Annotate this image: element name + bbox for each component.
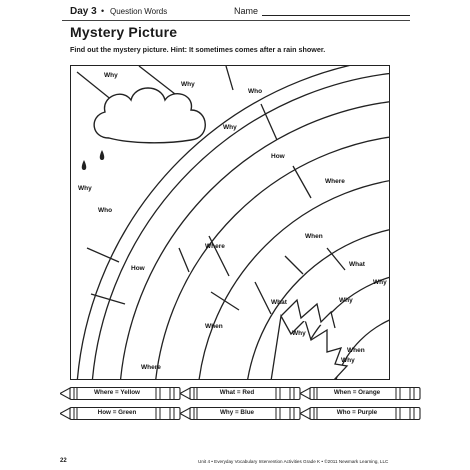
- crayon-yellow: [60, 386, 182, 401]
- region-label: Why: [341, 357, 355, 364]
- header-topic: Question Words: [110, 7, 168, 16]
- crayon-purple: [300, 406, 422, 421]
- region-label: Why: [339, 297, 353, 304]
- crayon-green: [60, 406, 182, 421]
- region-label: Who: [248, 88, 263, 95]
- mystery-picture[interactable]: [70, 65, 390, 380]
- instruction-text: Find out the mystery picture. Hint: It sometimes comes after a rain shower.: [70, 45, 326, 54]
- region-label: Where: [141, 364, 161, 371]
- name-label: Name: [234, 6, 259, 16]
- footer-credit: Unit 4 • Everyday Vocabulary Intervention Activities Grade K • ©2011 Newmark Learning, LLC: [198, 459, 389, 464]
- crayon-blue: [180, 406, 302, 421]
- sun-icon: [271, 300, 347, 380]
- region-label: Why: [373, 279, 387, 286]
- header-separator: •: [101, 6, 105, 16]
- region-label: Why: [78, 185, 92, 192]
- region-label: What: [349, 261, 365, 268]
- cloud-icon: [94, 88, 205, 143]
- header-day: Day 3: [70, 6, 97, 17]
- mystery-picture-drawing: [71, 66, 390, 380]
- page-title: Mystery Picture: [70, 24, 178, 40]
- region-label: Where: [325, 178, 345, 185]
- region-label: Who: [98, 207, 113, 214]
- region-label: How: [131, 265, 145, 272]
- crayon-label: What = Red: [219, 389, 255, 396]
- crayon-label: Why = Blue: [219, 409, 255, 416]
- crayon-orange: [300, 386, 422, 401]
- region-label: Why: [181, 81, 195, 88]
- crayon-label: Who = Purple: [336, 409, 378, 416]
- name-line[interactable]: [262, 15, 410, 16]
- region-label: When: [205, 323, 223, 330]
- region-label: What: [271, 299, 287, 306]
- crayon-label: How = Green: [97, 409, 137, 416]
- raindrop-icon: [82, 160, 87, 170]
- crayon-label: When = Orange: [333, 389, 381, 396]
- region-label: When: [347, 347, 365, 354]
- region-label: Where: [205, 243, 225, 250]
- header-divider: [62, 20, 410, 21]
- crayon-red: [180, 386, 302, 401]
- region-label: Why: [104, 72, 118, 79]
- raindrop-icon: [100, 150, 105, 160]
- region-label: How: [271, 153, 285, 160]
- page-number: 22: [60, 458, 67, 464]
- crayon-label: Where = Yellow: [94, 389, 140, 396]
- region-label: Why: [223, 124, 237, 131]
- region-label: When: [305, 233, 323, 240]
- region-label: Why: [292, 330, 306, 337]
